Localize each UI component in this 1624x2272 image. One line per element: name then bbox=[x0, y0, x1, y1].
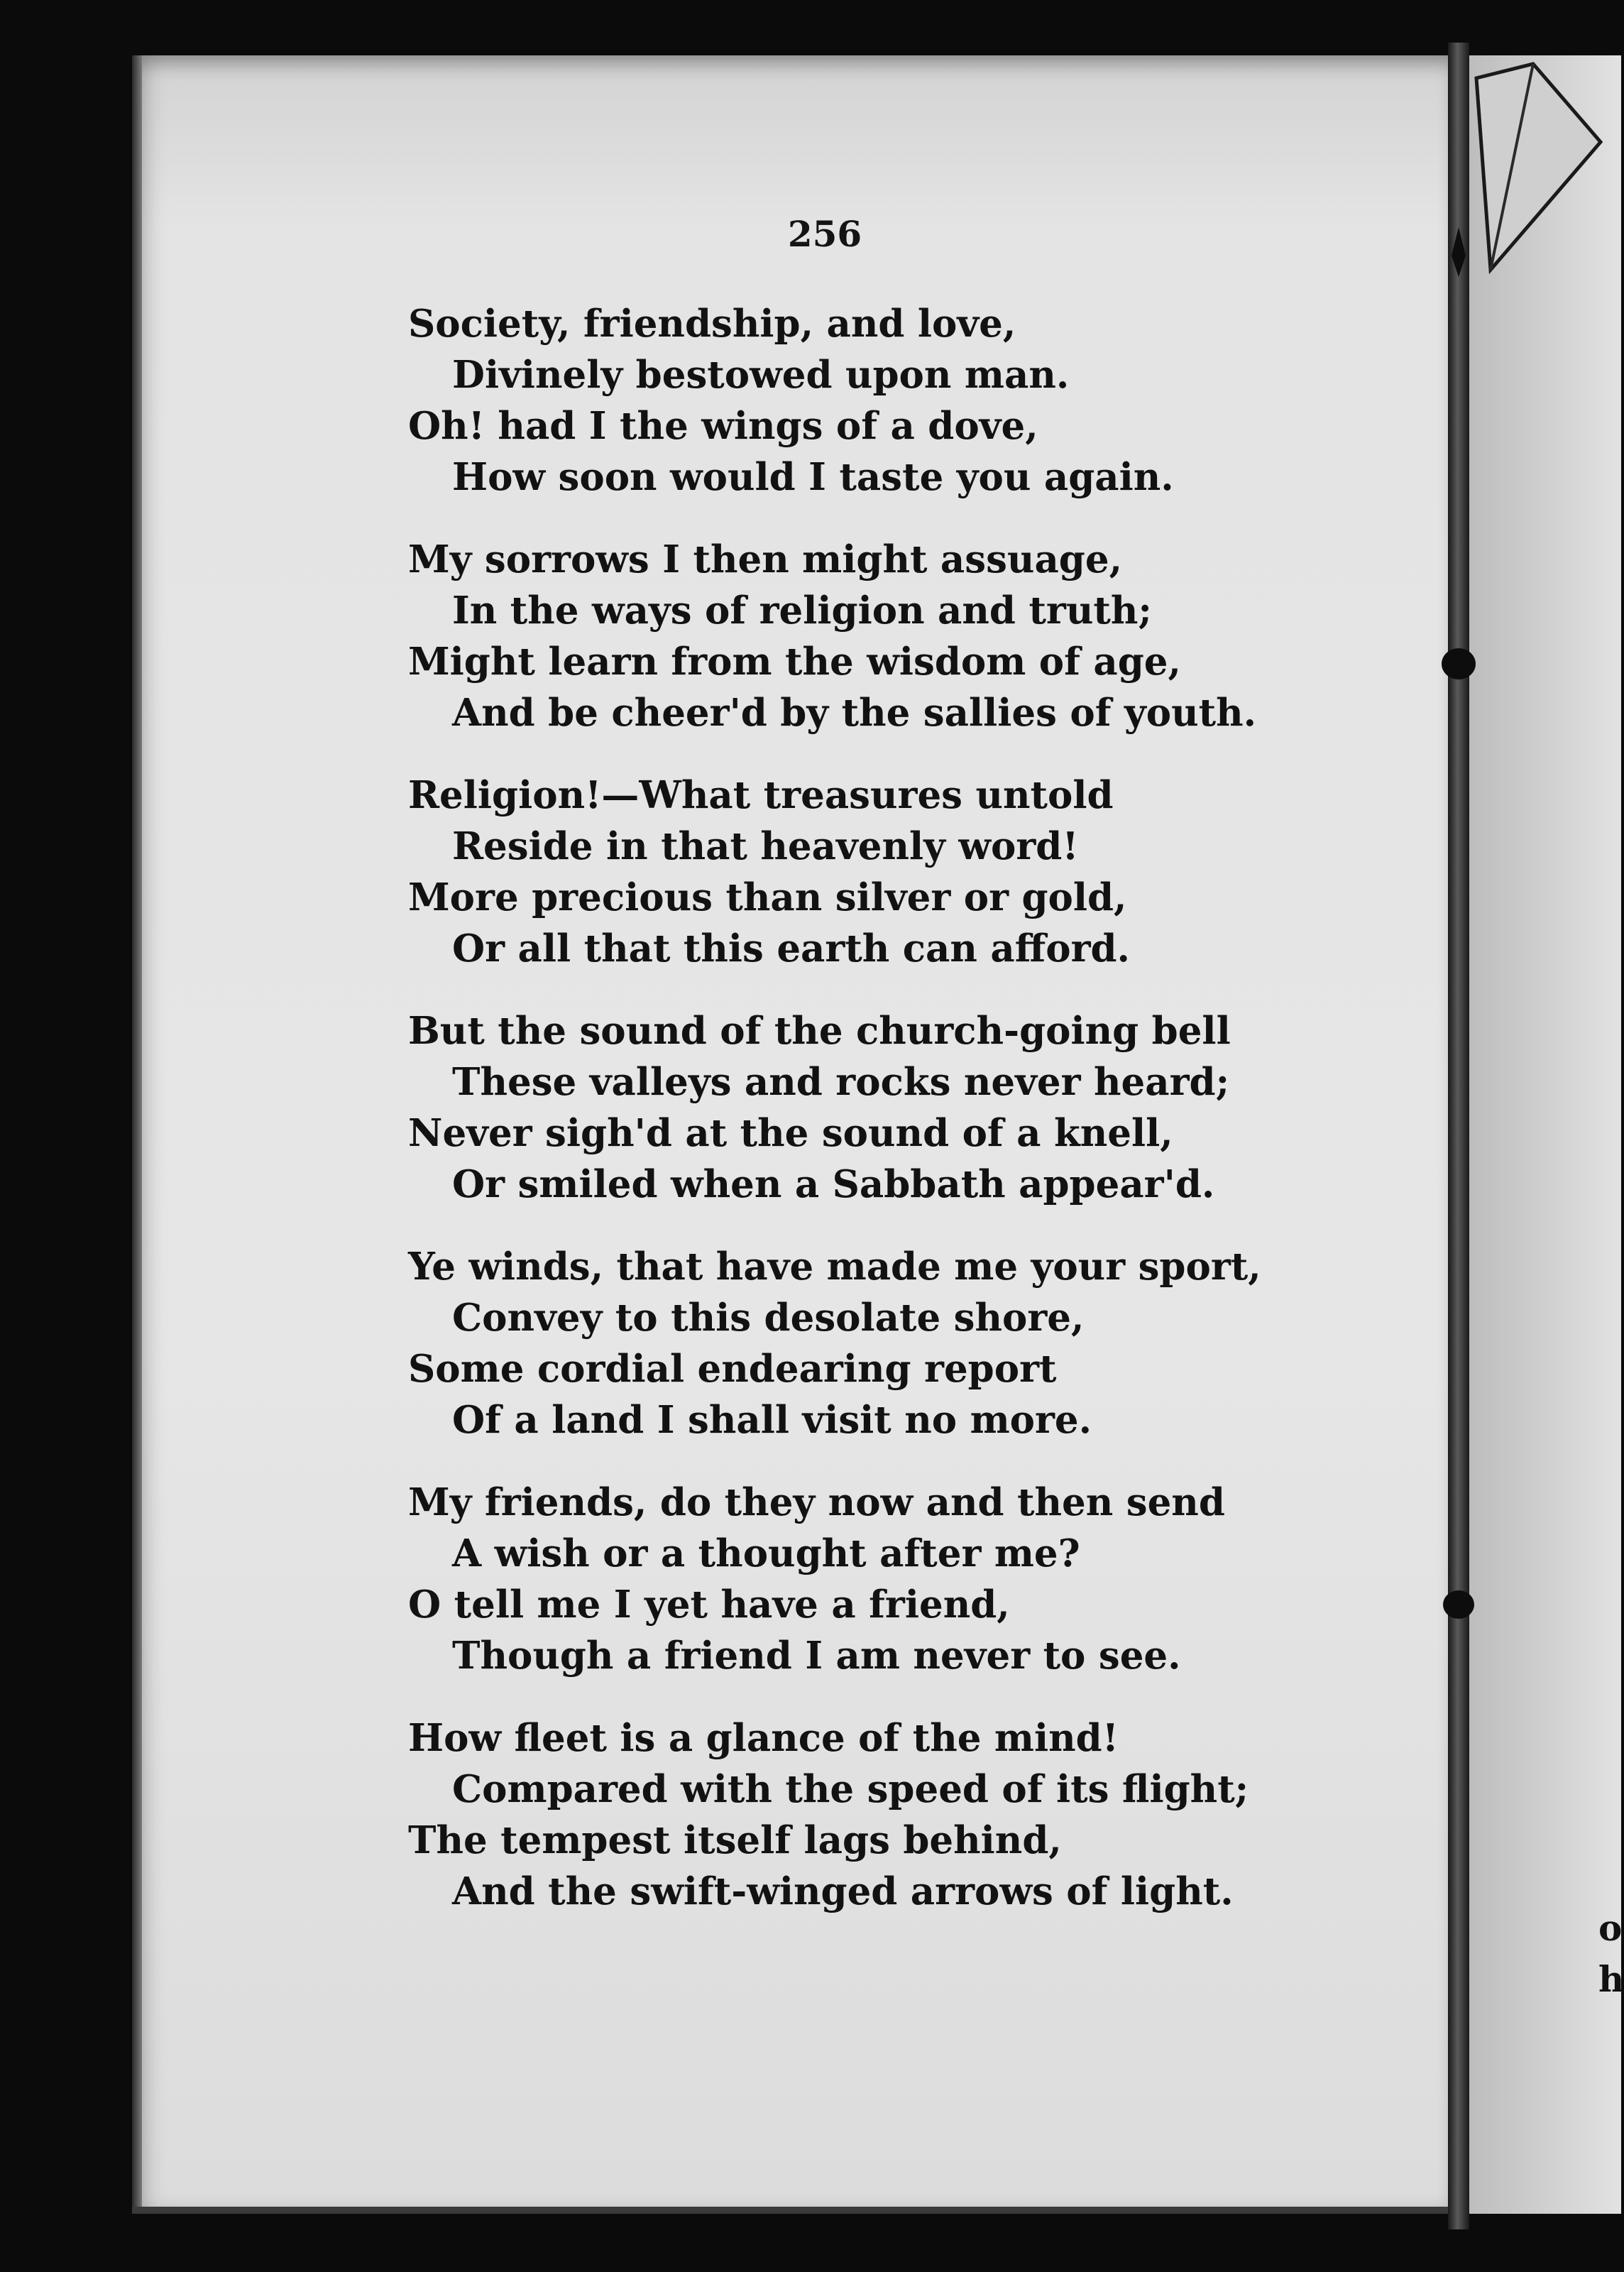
poem-line: Might learn from the wisdom of age, bbox=[408, 640, 1181, 684]
poem-line: Divinely bestowed upon man. bbox=[452, 353, 1070, 397]
poem-line: A wish or a thought after me? bbox=[452, 1531, 1080, 1575]
page-left-edge bbox=[132, 55, 142, 2214]
stanza bbox=[408, 1713, 1249, 1917]
poem-line: How fleet is a glance of the mind! bbox=[408, 1716, 1119, 1760]
book-gutter bbox=[1448, 43, 1469, 2229]
stanza bbox=[408, 298, 1224, 503]
binding-stitch-icon bbox=[1441, 1580, 1476, 1629]
edge-letter: h bbox=[1598, 1958, 1624, 2000]
poem-line: But the sound of the church-going bell bbox=[408, 1009, 1231, 1053]
stanza bbox=[408, 770, 1224, 974]
poem-line: In the ways of religion and truth; bbox=[452, 589, 1152, 633]
stanza bbox=[408, 1241, 1261, 1446]
poem-line: The tempest itself lags behind, bbox=[408, 1818, 1062, 1862]
page-number: 256 bbox=[787, 213, 862, 255]
poem-line: Religion!—What treasures untold bbox=[408, 773, 1114, 817]
stanza bbox=[408, 1005, 1231, 1210]
poem-line: My sorrows I then might assuage, bbox=[408, 537, 1123, 581]
poem-line: Some cordial endearing report bbox=[408, 1347, 1057, 1391]
poem-line: Convey to this desolate shore, bbox=[452, 1296, 1085, 1340]
page-bottom-edge bbox=[132, 2207, 1452, 2214]
poem-line: More precious than silver or gold, bbox=[408, 875, 1127, 919]
poem-line: These valleys and rocks never heard; bbox=[452, 1060, 1230, 1104]
poem-line: My friends, do they now and then send bbox=[408, 1480, 1225, 1524]
adjacent-page-edge bbox=[1469, 55, 1624, 2214]
poem-line: Reside in that heavenly word! bbox=[452, 824, 1079, 868]
edge-letter: o bbox=[1598, 1907, 1623, 1949]
poem-line: How soon would I taste you again. bbox=[452, 455, 1174, 499]
poem-line: Never sigh'd at the sound of a knell, bbox=[408, 1111, 1173, 1155]
binding-stitch-icon bbox=[1441, 639, 1476, 689]
poem-line: Or all that this earth can afford. bbox=[452, 927, 1131, 971]
poem-line: And the swift-winged arrows of light. bbox=[452, 1869, 1234, 1913]
poem-line: O tell me I yet have a friend, bbox=[408, 1583, 1010, 1627]
poem-body bbox=[408, 298, 1261, 1948]
poem-line: And be cheer'd by the sallies of youth. bbox=[452, 691, 1257, 735]
poem-line: Oh! had I the wings of a dove, bbox=[408, 404, 1038, 448]
poem-line: Of a land I shall visit no more. bbox=[452, 1398, 1092, 1442]
poem-line: Ye winds, that have made me your sport, bbox=[408, 1245, 1261, 1289]
poem-line: Or smiled when a Sabbath appear'd. bbox=[452, 1162, 1215, 1206]
stanza bbox=[408, 1477, 1224, 1681]
poem-line: Society, friendship, and love, bbox=[408, 302, 1016, 346]
poem-line: Compared with the speed of its flight; bbox=[452, 1767, 1249, 1811]
stanza bbox=[408, 534, 1257, 738]
adjacent-page-letters bbox=[1598, 1903, 1624, 2005]
poem-line: Though a friend I am never to see. bbox=[452, 1634, 1181, 1678]
